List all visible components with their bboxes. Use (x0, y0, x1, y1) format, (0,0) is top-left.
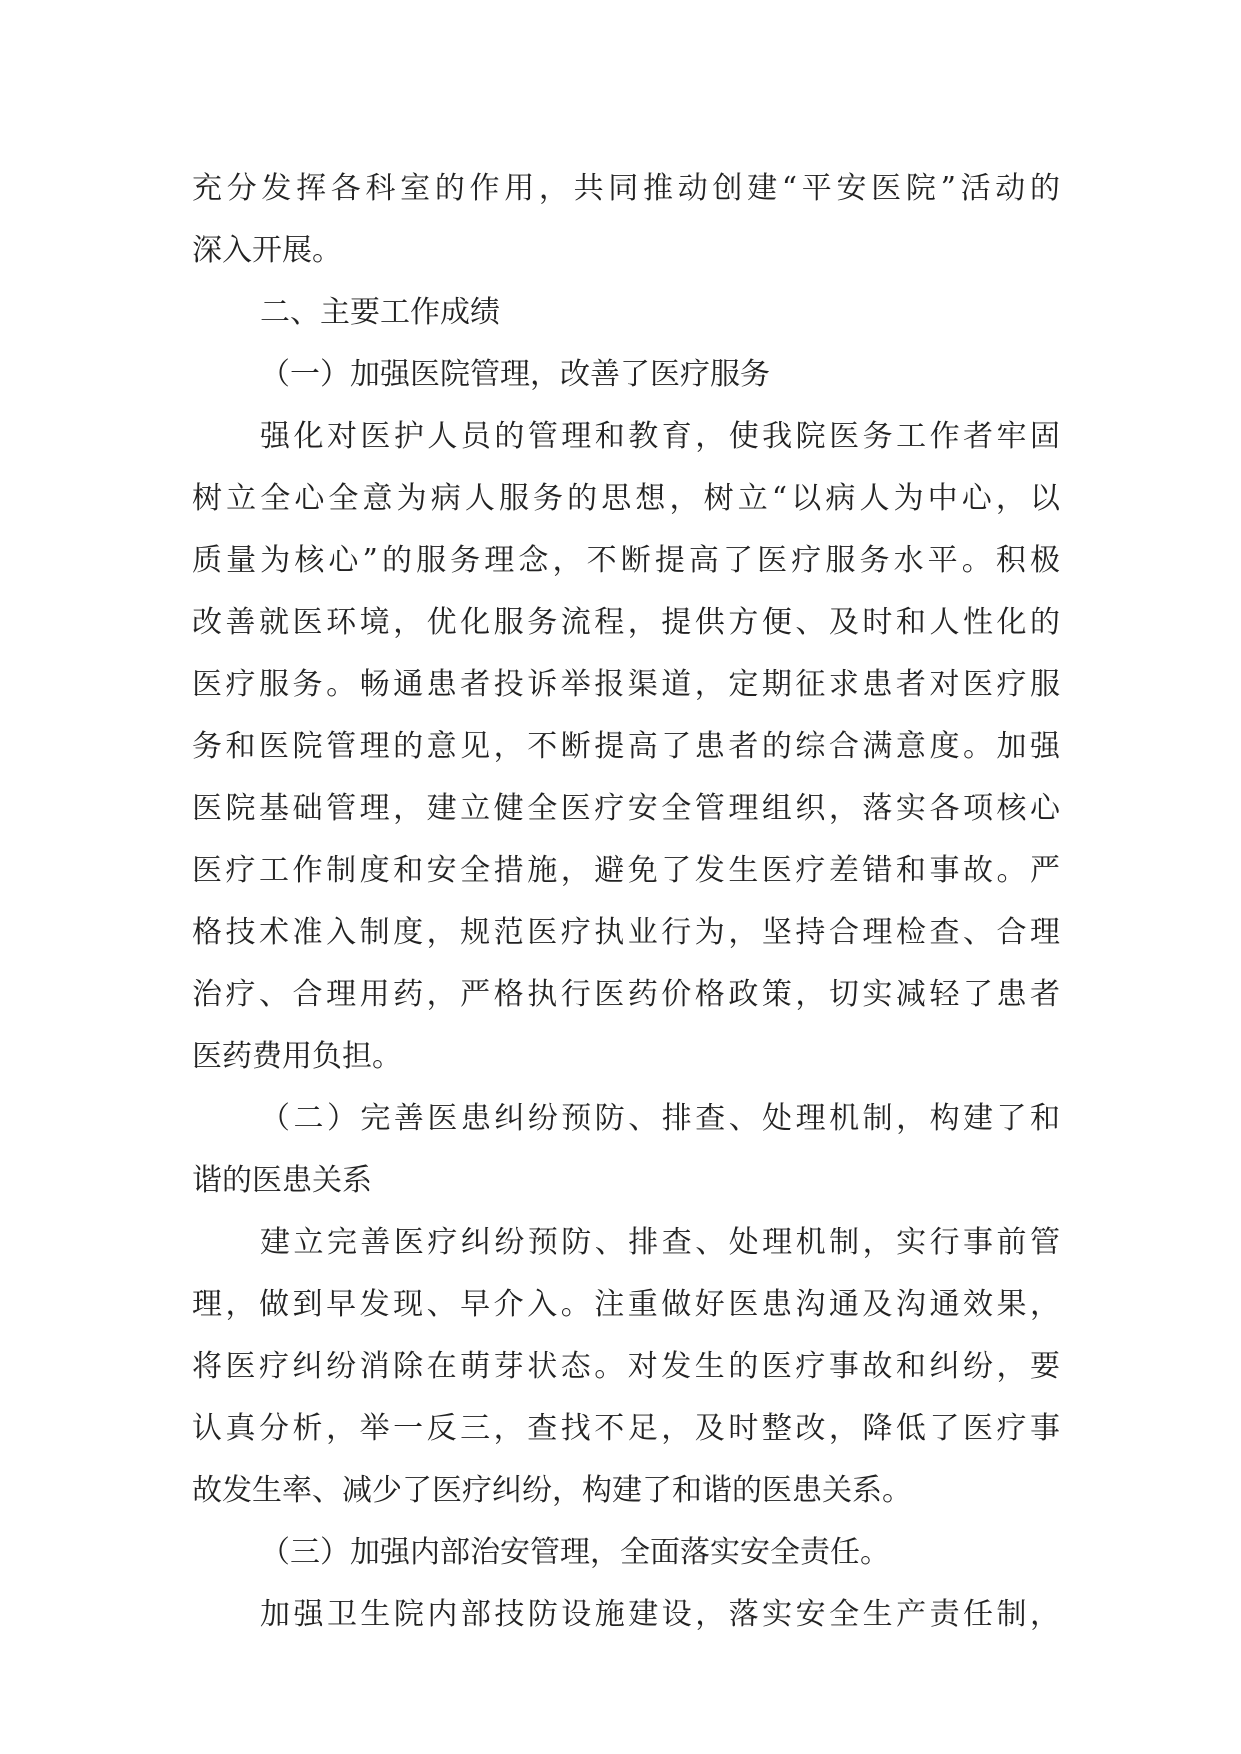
text-line: 质量为核心”的服务理念，不断提高了医疗服务水平。积极 (192, 543, 1060, 578)
text-line: 将医疗纠纷消除在萌芽状态。对发生的医疗事故和纠纷，要 (192, 1349, 1060, 1384)
subsection-heading: （一）加强医院管理，改善了医疗服务 (260, 357, 770, 392)
text-line: 理，做到早发现、早介入。注重做好医患沟通及沟通效果， (192, 1287, 1060, 1322)
section-heading: 二、主要工作成绩 (260, 295, 500, 330)
subsection-heading: （三）加强内部治安管理，全面落实安全责任。 (260, 1535, 890, 1570)
text-line: 务和医院管理的意见，不断提高了患者的综合满意度。加强 (192, 729, 1060, 764)
document-body (192, 158, 1060, 1646)
text-line: 充分发挥各科室的作用，共同推动创建“平安医院”活动的 (192, 171, 1060, 206)
text-line: 医药费用负担。 (192, 1039, 402, 1074)
text-line: 强化对医护人员的管理和教育，使我院医务工作者牢固 (260, 419, 1060, 454)
subsection-heading-continued: 谐的医患关系 (192, 1163, 372, 1198)
text-line: 医院基础管理，建立健全医疗安全管理组织，落实各项核心 (192, 791, 1060, 826)
text-line: 建立完善医疗纠纷预防、排查、处理机制，实行事前管 (260, 1225, 1060, 1260)
text-line: 故发生率、减少了医疗纠纷，构建了和谐的医患关系。 (192, 1473, 912, 1508)
text-line: 认真分析，举一反三，查找不足，及时整改，降低了医疗事 (192, 1411, 1060, 1446)
text-line: 树立全心全意为病人服务的思想，树立“以病人为中心，以 (192, 481, 1060, 516)
text-line: 医疗工作制度和安全措施，避免了发生医疗差错和事故。严 (192, 853, 1060, 888)
subsection-heading: （二）完善医患纠纷预防、排查、处理机制，构建了和 (260, 1101, 1060, 1136)
text-line: 加强卫生院内部技防设施建设，落实安全生产责任制， (260, 1597, 1060, 1632)
text-line: 改善就医环境，优化服务流程，提供方便、及时和人性化的 (192, 605, 1060, 640)
text-line: 格技术准入制度，规范医疗执业行为，坚持合理检查、合理 (192, 915, 1060, 950)
text-line: 治疗、合理用药，严格执行医药价格政策，切实减轻了患者 (192, 977, 1060, 1012)
text-line: 深入开展。 (192, 233, 342, 268)
text-line: 医疗服务。畅通患者投诉举报渠道，定期征求患者对医疗服 (192, 667, 1060, 702)
